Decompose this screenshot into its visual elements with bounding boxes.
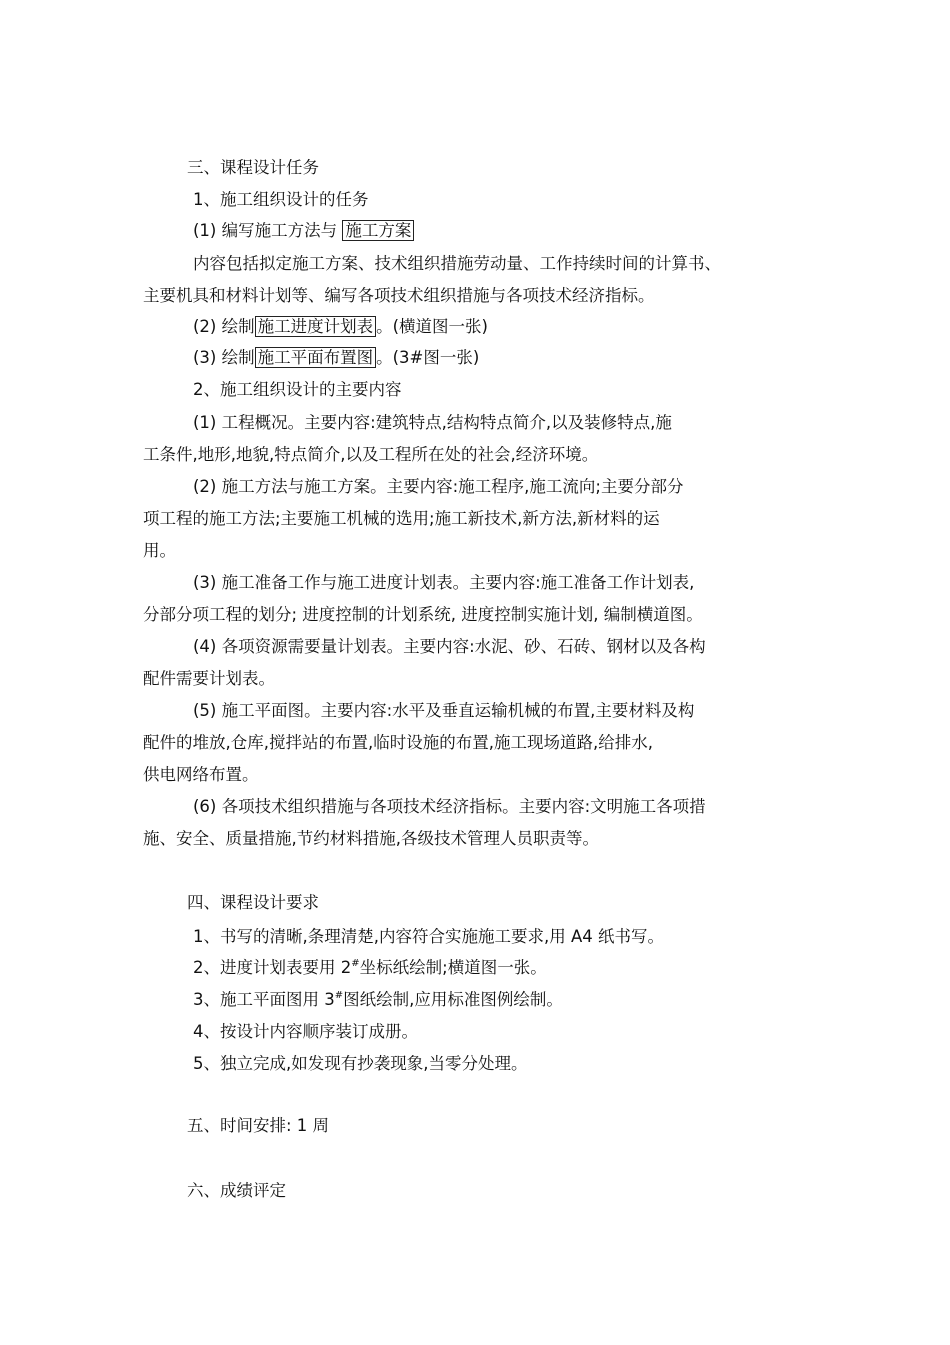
task-item-2 bbox=[193, 316, 488, 338]
task-item-1-boxed-term: 施工方案 bbox=[342, 220, 414, 241]
requirement-2-suffix: 坐标纸绘制;横道图一张。 bbox=[359, 958, 547, 977]
content-item-2-line: (2) 施工方法与施工方案。主要内容:施工程序,施工流向;主要分部分 bbox=[193, 477, 684, 496]
requirement-3-superscript: # bbox=[334, 990, 344, 1001]
requirement-2 bbox=[193, 957, 547, 979]
content-item-5-line: (5) 施工平面图。主要内容:水平及垂直运输机械的布置,主要材料及构 bbox=[193, 701, 695, 720]
requirement-2-text: 2、进度计划表要用 2 bbox=[193, 958, 352, 977]
paragraph-line: 内容包括拟定施工方案、技术组织措施劳动量、工作持续时间的计算书、 bbox=[193, 254, 721, 273]
section-5-heading: 五、时间安排: 1 周 bbox=[187, 1116, 330, 1135]
requirement-5: 5、独立完成,如发现有抄袭现象,当零分处理。 bbox=[193, 1054, 528, 1073]
task-item-3-boxed-term: 施工平面布置图 bbox=[255, 347, 377, 368]
requirement-3 bbox=[193, 989, 563, 1011]
task-item-2-suffix: 。(横道图一张) bbox=[376, 317, 488, 336]
subsection-1-heading: 1、施工组织设计的任务 bbox=[193, 190, 369, 209]
subsection-2-heading: 2、施工组织设计的主要内容 bbox=[193, 380, 402, 399]
task-item-2-text: (2) 绘制 bbox=[193, 317, 255, 336]
content-item-1-line: (1) 工程概况。主要内容:建筑特点,结构特点简介,以及装修特点,施 bbox=[193, 413, 672, 432]
content-item-2-line: 用。 bbox=[143, 541, 176, 560]
section-3-heading: 三、课程设计任务 bbox=[187, 158, 319, 177]
requirement-1: 1、书写的清晰,条理清楚,内容符合实施施工要求,用 A4 纸书写。 bbox=[193, 927, 665, 946]
content-item-5-line: 配件的堆放,仓库,搅拌站的布置,临时设施的布置,施工现场道路,给排水, bbox=[143, 733, 653, 752]
requirement-4: 4、按设计内容顺序装订成册。 bbox=[193, 1022, 418, 1041]
requirement-3-text: 3、施工平面图用 3 bbox=[193, 990, 335, 1009]
content-item-3-line: (3) 施工准备工作与施工进度计划表。主要内容:施工准备工作计划表, bbox=[193, 573, 695, 592]
content-item-1-line: 工条件,地形,地貌,特点简介,以及工程所在处的社会,经济环境。 bbox=[143, 445, 599, 464]
content-item-3-line: 分部分项工程的划分; 进度控制的计划系统, 进度控制实施计划, 编制横道图。 bbox=[143, 605, 703, 624]
section-6-heading: 六、成绩评定 bbox=[187, 1181, 286, 1200]
task-item-1-text: (1) 编写施工方法与 bbox=[193, 221, 338, 240]
content-item-4-line: 配件需要计划表。 bbox=[143, 669, 275, 688]
content-item-5-line: 供电网络布置。 bbox=[143, 765, 259, 784]
paragraph-line: 主要机具和材料计划等、编写各项技术组织措施与各项技术经济指标。 bbox=[143, 286, 655, 305]
task-item-3-text: (3) 绘制 bbox=[193, 348, 255, 367]
task-item-2-boxed-term: 施工进度计划表 bbox=[255, 316, 377, 337]
task-item-3-suffix: 。(3#图一张) bbox=[376, 348, 480, 367]
task-item-1 bbox=[193, 220, 414, 242]
content-item-2-line: 项工程的施工方法;主要施工机械的选用;施工新技术,新方法,新材料的运 bbox=[143, 509, 660, 528]
content-item-6-line: (6) 各项技术组织措施与各项技术经济指标。主要内容:文明施工各项措 bbox=[193, 797, 706, 816]
content-item-4-line: (4) 各项资源需要量计划表。主要内容:水泥、砂、石砖、钢材以及各构 bbox=[193, 637, 706, 656]
section-4-heading: 四、课程设计要求 bbox=[187, 893, 319, 912]
content-item-6-line: 施、安全、质量措施,节约材料措施,各级技术管理人员职责等。 bbox=[143, 829, 599, 848]
requirement-2-superscript: # bbox=[351, 958, 360, 969]
requirement-3-suffix: 图纸绘制,应用标准图例绘制。 bbox=[343, 990, 563, 1009]
task-item-3 bbox=[193, 347, 479, 369]
